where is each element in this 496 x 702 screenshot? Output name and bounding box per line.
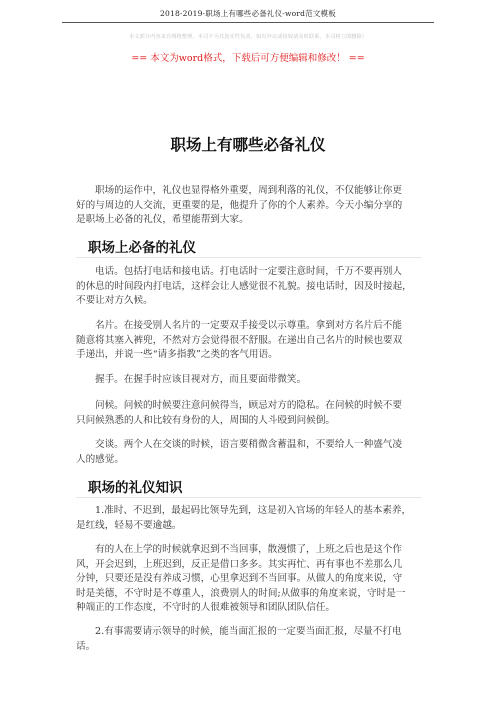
paragraph-report: 2.有事需要请示领导的时候，能当面汇报的一定要当面汇报，尽量不打电 话。 [76,626,402,652]
header-title: 2018-2019-职场上有哪些必备礼仪-word范文模板 [160,9,336,18]
paragraph-handshake: 握手。在握手时应该目视对方，而且要面带微笑。 [95,374,307,385]
disclaimer-text: 本文部分内容来自网络整理，本司不为其真实性负责，如有异议或侵权请及时联系，本司将立即删除！ [128,34,368,40]
paragraph-conversation: 交谈。两个人在交谈的时候，语言要稍微含蓄温和，不要给人一种盛气凌 人的感觉。 [76,439,402,465]
section-divider [76,497,422,498]
paragraph-greeting: 问候。问候的时候要注意问候得当，顾忌对方的隐私。在问候的时候不要 只问候熟悉的人和比较有身份的人，周围的人斗殴到问候倒。 [76,400,402,426]
header-divider [62,22,434,23]
paragraph-lateness: 有的人在上学的时候就拿迟到不当回事，散漫惯了，上班之后也是这个作 风，开会迟到，上班迟到，反正是借口多多。其实再忙、再有事也不差那么几 分钟，只要还是没有养成习惯，心里拿迟到不当回事。从做人的角度来说，守 时是美德，不守时是不尊重人，浪费别人的时间;从做事的角度来说，守时是一 种端正的工作态度，不守时的人很难被领导和团队团队信任。 [76,544,406,613]
section-heading-etiquette: 职场上必备的礼仪 [88,240,196,256]
word-format-notice: == 本文为word格式，下载后可方便编辑和修改！ == [131,53,365,64]
document-title: 职场上有哪些必备礼仪 [170,136,326,154]
intro-paragraph: 职场的运作中，礼仪也显得格外重要，周到利落的礼仪，不仅能够让你更 好的与周边的人交流，更重要的是，他提升了你的个人素养。今天小编分享的 是职场上必备的礼仪，希望能帮到大家。 [76,185,403,225]
paragraph-business-card: 名片。在接受别人名片的一定要双手接受以示尊重。拿到对方名片后不能 随意将其塞入裤兜，不然对方会觉得很不舒服。在递出自己名片的时候也要双 手递出，并说一些“请多指教”之类的客气用语。 [76,320,403,360]
paragraph-phone: 电话。包括打电话和接电话。打电话时一定要注意时间，千万不要再别人 的休息的时间段内打电话，这样会让人感觉很不礼貌。接电话时，因及时接起， 不要让对方久候。 [76,266,412,306]
section-heading-knowledge: 职场的礼仪知识 [88,480,183,496]
paragraph-punctuality: 1.准时、不迟到，最起码比领导先到，这是初入官场的年轻人的基本素养， 是红线，轻易不要逾越。 [76,505,412,531]
section-divider [76,257,422,258]
